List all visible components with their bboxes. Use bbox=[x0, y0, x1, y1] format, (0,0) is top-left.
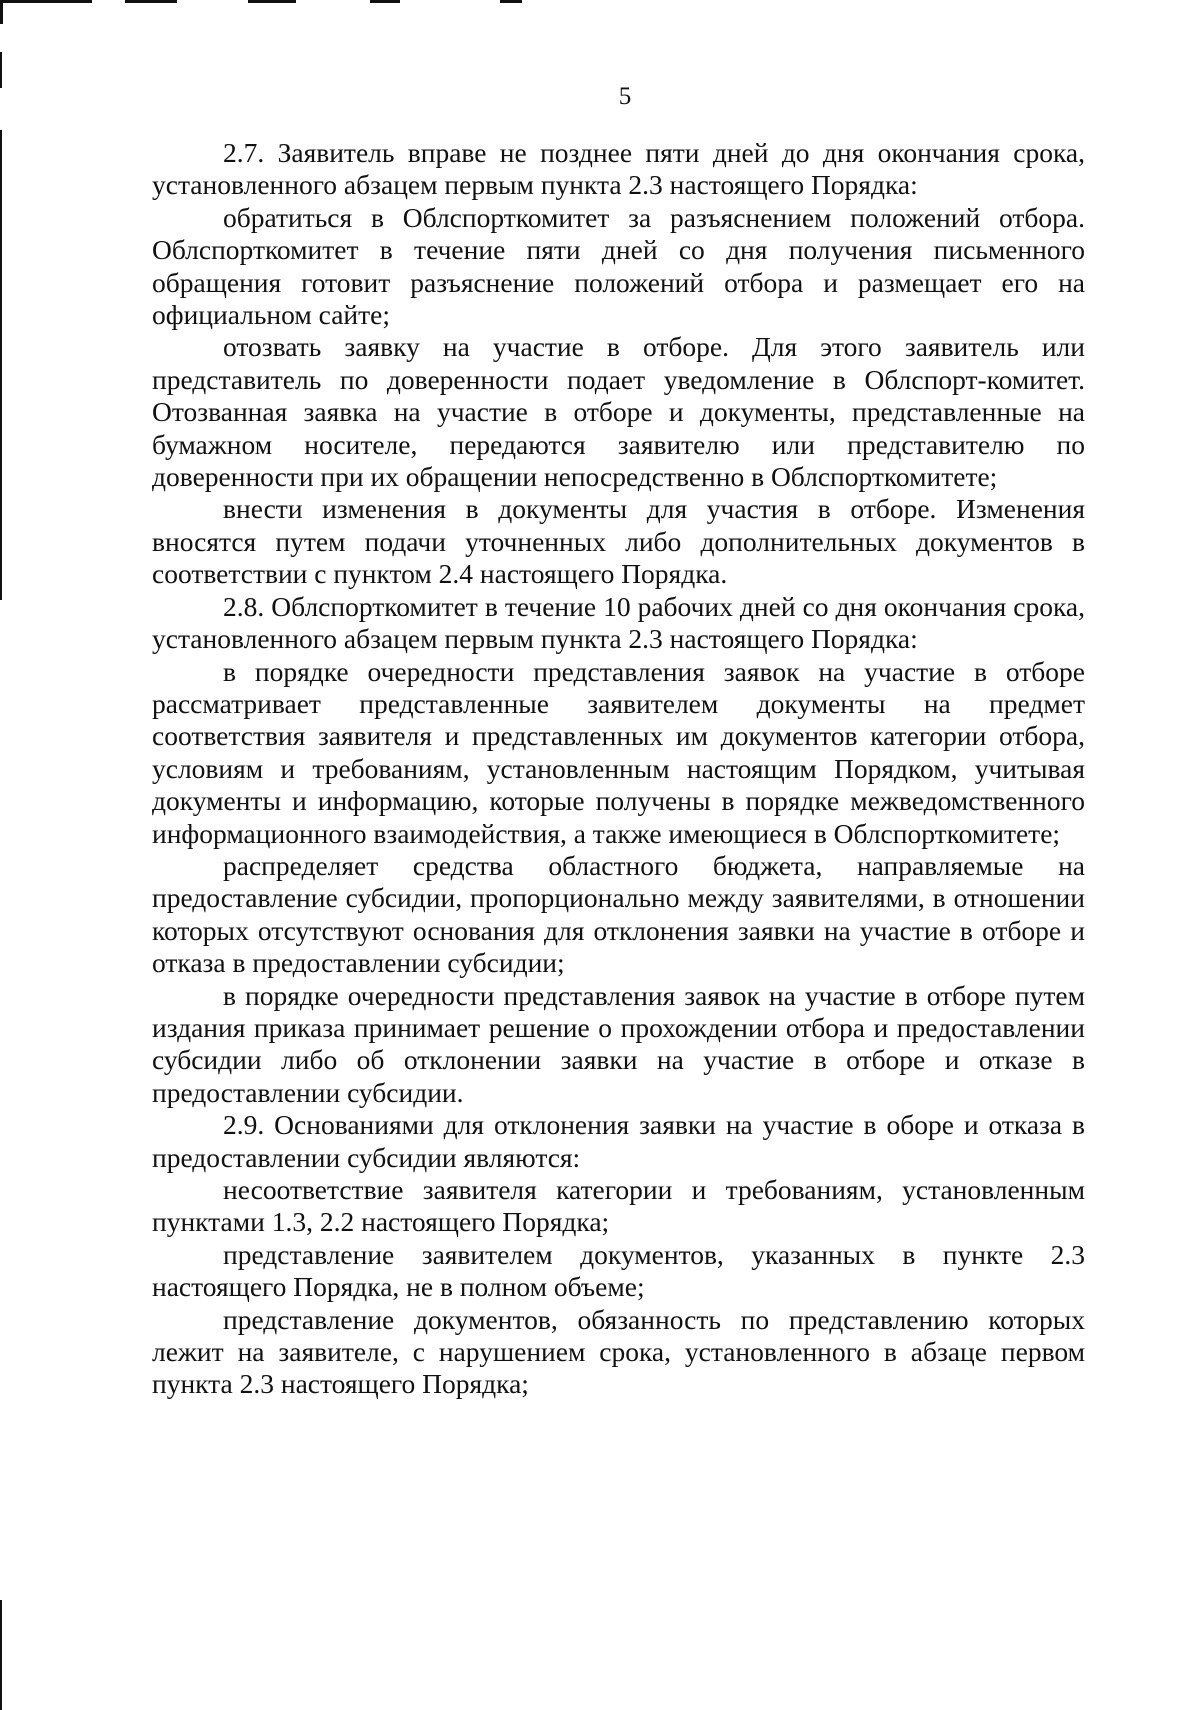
scan-edge-top-1 bbox=[0, 0, 92, 3]
scan-edge-top-3 bbox=[248, 0, 296, 3]
scan-edge-left-3 bbox=[0, 130, 2, 600]
paragraph-noncompliance: несоответствие заявителя категории и требованиям, установленным пунктами 1.3, 2.2 настоящего Порядка; bbox=[152, 1174, 1085, 1238]
paragraph-incomplete: представление заявителем документов, указанных в пункте 2.3 настоящего Порядка, не в полном объеме; bbox=[152, 1238, 1085, 1303]
scan-edge-top-2 bbox=[125, 0, 177, 3]
paragraph-changes: внести изменения в документы для участия в отборе. Изменения вносятся путем подачи уточненных либо дополнительных документов в соответствии с пунктом 2.4 настоящего Порядка. bbox=[152, 493, 1085, 590]
paragraph-decision: в порядке очередности представления заявок на участие в отборе путем издания приказа принимает решение о прохождении отбора и предоставлении субсидии либо об отклонении заявки на участие в отборе и отказе в предоставлении субсидии. bbox=[152, 979, 1085, 1108]
scan-edge-left-4 bbox=[0, 1600, 2, 1710]
paragraph-clarification: обратиться в Облспорткомитет за разъяснением положений отбора. Облспорткомитет в течение пяти дней со дня получения письменного обращения готовит разъяснение положений отбора и размещает его на официальном сайте; bbox=[152, 201, 1085, 331]
paragraph-distribution: распределяет средства областного бюджета, направляемые на предоставление субсидии, пропорционально между заявителями, в отношении которых отсутствуют основания для отклонения заявки на участие в отборе и отказа в предоставлении субсидии; bbox=[152, 849, 1085, 979]
paragraph-review: в порядке очередности представления заявок на участие в отборе рассматривает представленные заявителем документы на предмет соответствия заявителя и представленных им документов категории отбора, условиям и требованиям, установленным настоящим Порядком, учитывая документы и информацию, которые получены в порядке межведомственного информационного взаимодействия, а также имеющиеся в Облспорткомитете; bbox=[152, 655, 1085, 849]
paragraph-2-8: 2.8. Облспорткомитет в течение 10 рабочих дней со дня окончания срока, установленного абзацем первым пункта 2.3 настоящего Порядка: bbox=[152, 590, 1085, 655]
document-body bbox=[152, 137, 1085, 1401]
paragraph-late-submission: представление документов, обязанность по представлению которых лежит на заявителе, с нарушением срока, установленного в абзаце первом пункта 2.3 настоящего Порядка; bbox=[152, 1303, 1085, 1400]
scan-edge-top-5 bbox=[500, 0, 522, 3]
page-number: 5 bbox=[618, 83, 632, 110]
scan-edge-top-4 bbox=[370, 0, 400, 3]
scan-edge-left-1 bbox=[0, 0, 3, 24]
paragraph-withdraw: отозвать заявку на участие в отборе. Для этого заявитель или представитель по доверенности подает уведомление в Облспорт-комитет. Отозванная заявка на участие в отборе и документы, представленные на бумажном носителе, передаются заявителю или представителю по доверенности при их обращении непосредственно в Облспорткомитете; bbox=[152, 331, 1085, 493]
paragraph-2-9: 2.9. Основаниями для отклонения заявки на участие в оборе и отказа в предоставлении субсидии являются: bbox=[152, 1109, 1085, 1173]
paragraph-2-7: 2.7. Заявитель вправе не позднее пяти дней до дня окончания срока, установленного абзацем первым пункта 2.3 настоящего Порядка: bbox=[152, 137, 1085, 201]
